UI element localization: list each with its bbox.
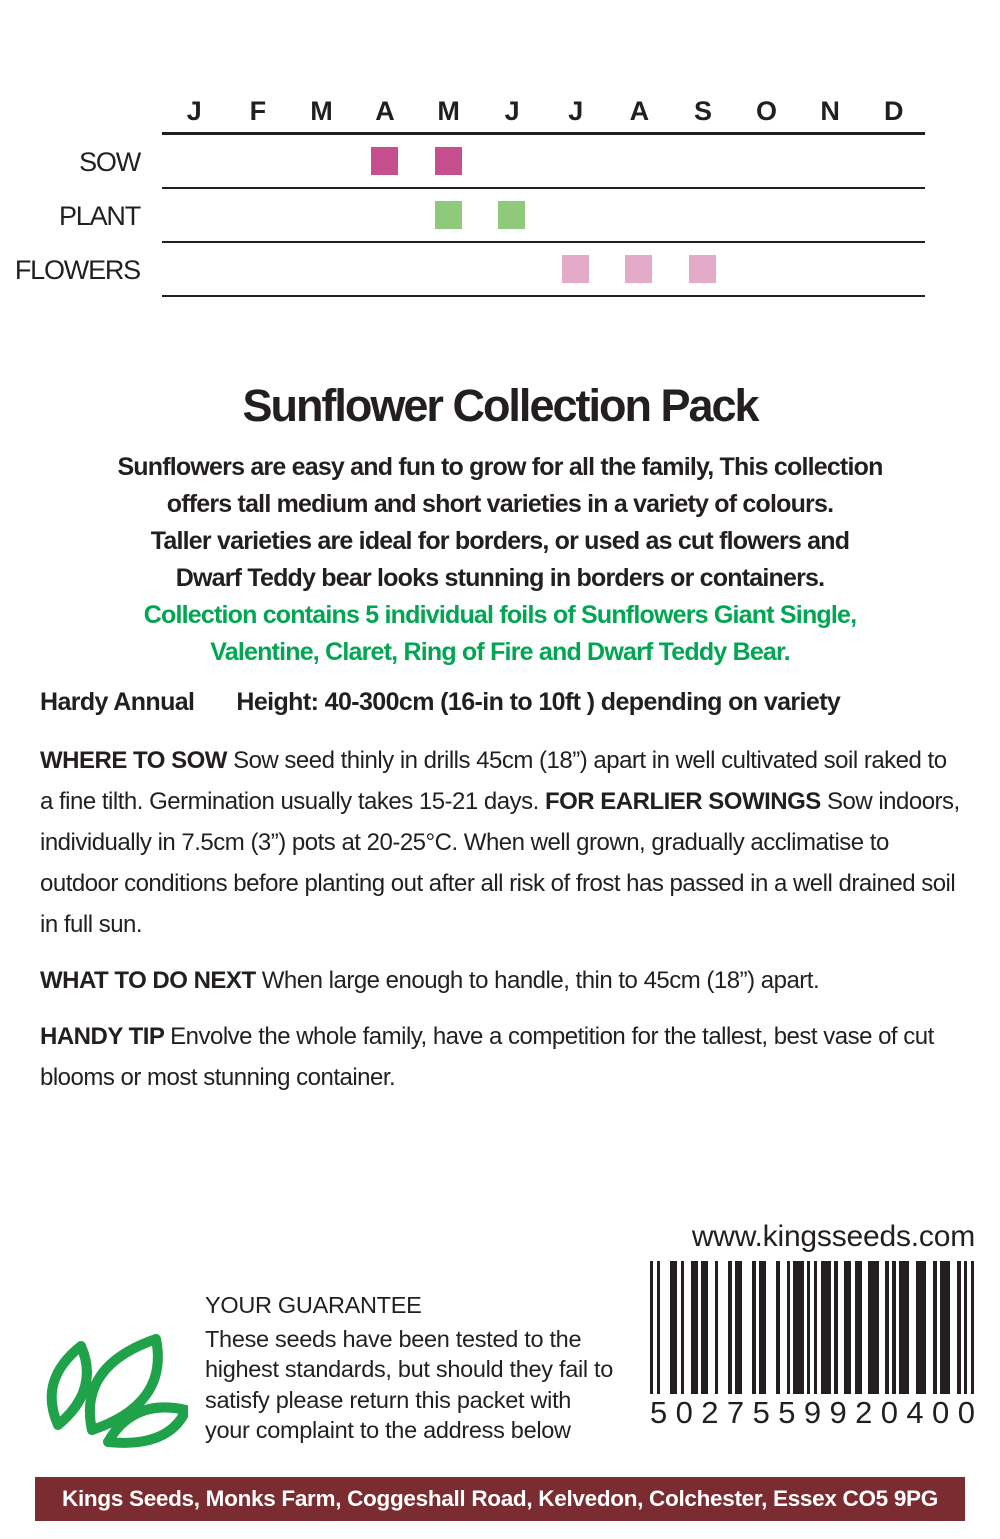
- barcode-bars: [650, 1261, 975, 1394]
- month-label: S: [693, 96, 711, 126]
- care-paragraph: WHAT TO DO NEXT When large enough to handle, thin to 45cm (18”) apart.: [40, 967, 820, 994]
- month-label: J: [504, 96, 519, 126]
- flowers-month-square: [625, 255, 652, 283]
- month-label: J: [186, 96, 201, 126]
- barcode-digit: 5: [778, 1395, 796, 1430]
- plant-habit: Hardy Annual: [40, 688, 195, 716]
- leaf-icon: [36, 1322, 188, 1452]
- kings-seeds-leaf-logo: [36, 1322, 188, 1452]
- plant-row-track: [162, 189, 925, 243]
- address-bar: Kings Seeds, Monks Farm, Coggeshall Road, Kelvedon, Colchester, Essex CO5 9PG: [35, 1477, 965, 1521]
- barcode-digit: 4: [906, 1395, 924, 1430]
- barcode-number: [650, 1395, 975, 1431]
- calendar-months-track: [162, 96, 925, 135]
- description-line: Sunflowers are easy and fun to grow for all the family, This collection: [117, 453, 883, 481]
- month-label: N: [820, 96, 839, 126]
- calendar-flowers-row: [10, 243, 925, 297]
- guarantee-line: your complaint to the address below: [205, 1417, 571, 1443]
- flowers-row-track: [162, 243, 925, 297]
- month-label: A: [629, 96, 649, 126]
- barcode-digit: 5: [752, 1395, 770, 1430]
- collection-note-line: Collection contains 5 individual foils of Sunflowers Giant Single,: [143, 601, 857, 629]
- care-paragraphs: [40, 740, 962, 1113]
- barcode-digit: 2: [855, 1395, 873, 1430]
- month-label: J: [568, 96, 583, 126]
- barcode-digit: 9: [803, 1395, 822, 1430]
- description-line: Taller varieties are ideal for borders, or used as cut flowers and: [150, 527, 850, 555]
- month-label: A: [375, 96, 394, 126]
- collection-note-line: Valentine, Claret, Ring of Fire and Dwarf Teddy Bear.: [210, 638, 790, 666]
- guarantee-block: [205, 1290, 613, 1446]
- barcode-digit: 0: [932, 1395, 950, 1430]
- flowers-month-square: [689, 255, 716, 283]
- calendar-plant-row: [10, 189, 925, 243]
- calendar-months-row: [10, 96, 925, 135]
- sowing-calendar: [10, 96, 925, 297]
- plant-row-label: PLANT: [58, 200, 140, 231]
- guarantee-line: highest standards, but should they fail to: [205, 1356, 614, 1382]
- care-paragraph: WHERE TO SOW Sow seed thinly in drills 45cm (18”) apart in well cultivated soil raked to a fine tilth. Germination usually takes 15-21 days. FOR EARLIER SOWINGS Sow indoors, individually in 7.5cm (3”) pots at 20-25°C. When well grown, gradually acclimatise to outdoor conditions before planting out after all risk of frost has passed in a well drained soil in full sun.: [40, 747, 960, 938]
- barcode-digit: 0: [957, 1395, 975, 1430]
- month-label: D: [883, 96, 903, 126]
- barcode-digit: 9: [829, 1395, 847, 1430]
- care-paragraph: HANDY TIP Envolve the whole family, have a competition for the tallest, best vase of cut blooms or most stunning container.: [40, 1023, 934, 1091]
- plant-month-square: [435, 201, 462, 229]
- calendar-sow-row: [10, 135, 925, 189]
- flowers-month-square: [562, 255, 589, 283]
- description-line: offers tall medium and short varieties in a variety of colours.: [166, 490, 834, 518]
- barcode: [650, 1261, 975, 1431]
- plant-facts: [40, 688, 960, 717]
- website-url: www.kingsseeds.com: [691, 1220, 975, 1253]
- sow-row-label: SOW: [79, 146, 140, 177]
- barcode-digit: 2: [701, 1395, 719, 1430]
- month-label: M: [310, 96, 332, 126]
- barcode-digit: 5: [650, 1395, 668, 1430]
- plant-month-square: [498, 201, 525, 229]
- month-label: O: [756, 96, 777, 126]
- guarantee-line: These seeds have been tested to the: [205, 1325, 582, 1352]
- barcode-digit: 7: [726, 1395, 745, 1430]
- packet-description: [0, 449, 1000, 597]
- sow-month-square: [435, 147, 462, 175]
- plant-height: Height: 40-300cm (16-in to 10ft ) depending on variety: [236, 688, 841, 716]
- barcode-digit: 0: [675, 1395, 693, 1430]
- guarantee-line: satisfy please return this packet with: [205, 1386, 572, 1413]
- month-label: F: [249, 96, 266, 126]
- barcode-digit: 0: [880, 1395, 899, 1430]
- sow-row-track: [162, 135, 925, 189]
- description-line: Dwarf Teddy bear looks stunning in borders or containers.: [175, 564, 825, 592]
- flowers-row-label: FLOWERS: [14, 254, 140, 285]
- month-label: M: [437, 96, 459, 126]
- guarantee-heading: YOUR GUARANTEE: [205, 1292, 422, 1318]
- packet-title: Sunflower Collection Pack: [242, 380, 758, 431]
- collection-contents-note: [0, 597, 1000, 671]
- sow-month-square: [371, 147, 398, 175]
